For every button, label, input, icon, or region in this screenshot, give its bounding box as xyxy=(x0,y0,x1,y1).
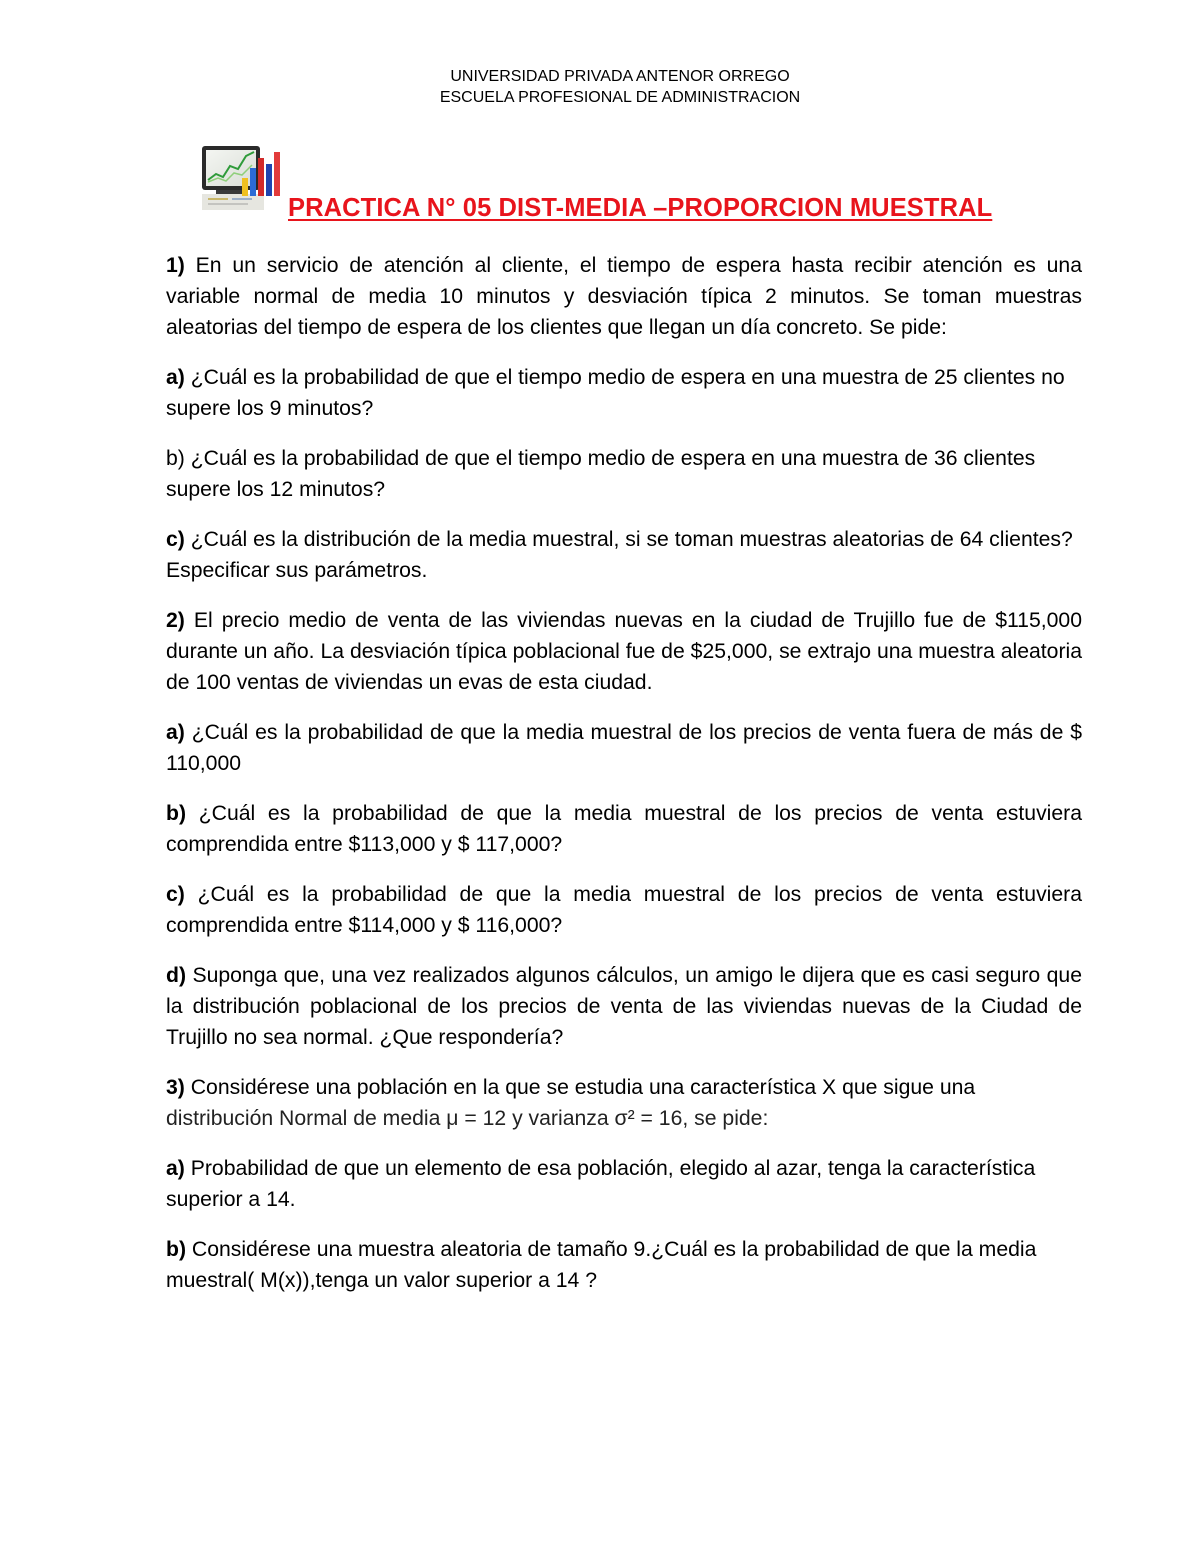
problem-1-part-a xyxy=(166,362,1082,424)
document-body xyxy=(166,250,1082,1315)
part-text: ¿Cuál es la distribución de la media muestral, si se toman muestras aleatorias de 64 clientes? Especificar sus parámetros. xyxy=(166,528,1073,582)
part-text: ¿Cuál es la probabilidad de que el tiempo medio de espera en una muestra de 25 clientes no supere los 9 minutos? xyxy=(166,366,1065,420)
chart-monitor-icon xyxy=(196,138,288,218)
problem-3-part-b xyxy=(166,1234,1082,1296)
part-label: a) xyxy=(166,366,185,389)
part-label: c) xyxy=(166,528,185,551)
problem-2-part-c xyxy=(166,879,1082,941)
part-text: ¿Cuál es la probabilidad de que la media muestral de los precios de venta estuviera comprendida entre $113,000 y $ 117,000? xyxy=(166,802,1082,856)
part-label: b) xyxy=(166,1238,186,1261)
part-text: Probabilidad de que un elemento de esa población, elegido al azar, tenga la característica superior a 14. xyxy=(166,1157,1036,1211)
problem-text: En un servicio de atención al cliente, el tiempo de espera hasta recibir atención es una variable normal de media 10 minutos y desviación típica 2 minutos. Se toman muestras aleatorias del tiempo de espera de los clientes que llegan un día concreto. Se pide: xyxy=(166,254,1082,339)
part-label: d) xyxy=(166,964,186,987)
problem-text: El precio medio de venta de las viviendas nuevas en la ciudad de Trujillo fue de $115,000 durante un año. La desviación típica poblacional fue de $25,000, se extrajo una muestra aleatoria de 100 ventas de viviendas un evas de esta ciudad. xyxy=(166,609,1082,694)
problem-number: 2) xyxy=(166,609,185,632)
page-title: PRACTICA N° 05 DIST-MEDIA –PROPORCION MUESTRAL xyxy=(288,194,993,222)
problem-2-part-b xyxy=(166,798,1082,860)
problem-number: 3) xyxy=(166,1076,185,1099)
part-label: a) xyxy=(166,1157,185,1180)
problem-2-part-d xyxy=(166,960,1082,1053)
problem-1-statement xyxy=(166,250,1082,343)
part-label: b) xyxy=(166,447,185,470)
part-text: Suponga que, una vez realizados algunos cálculos, un amigo le dijera que es casi seguro que la distribución poblacional de los precios de venta de las viviendas nuevas de la Ciudad de Trujillo no sea normal. ¿Que respondería? xyxy=(166,964,1082,1049)
part-label: a) xyxy=(166,721,185,744)
part-label: b) xyxy=(166,802,186,825)
problem-text: Considérese una población en la que se estudia una característica X que sigue una xyxy=(184,1076,976,1099)
problem-2-statement xyxy=(166,605,1082,698)
problem-3-part-a xyxy=(166,1153,1082,1215)
university-name: UNIVERSIDAD PRIVADA ANTENOR ORREGO xyxy=(450,68,790,85)
document-header xyxy=(0,66,1200,108)
problem-text-continued: distribución Normal de media μ = 12 y varianza σ² = 16, se pide: xyxy=(166,1107,769,1130)
part-text: ¿Cuál es la probabilidad de que la media muestral de los precios de venta estuviera comprendida entre $114,000 y $ 116,000? xyxy=(166,883,1082,937)
part-text: ¿Cuál es la probabilidad de que la media muestral de los precios de venta fuera de más de $ 110,000 xyxy=(166,721,1082,775)
problem-3-statement xyxy=(166,1072,1082,1134)
part-text: ¿Cuál es la probabilidad de que el tiempo medio de espera en una muestra de 36 clientes supere los 12 minutos? xyxy=(166,447,1036,501)
problem-number: 1) xyxy=(166,254,185,277)
problem-1-part-c xyxy=(166,524,1082,586)
school-name: ESCUELA PROFESIONAL DE ADMINISTRACION xyxy=(439,89,801,106)
part-label: c) xyxy=(166,883,185,906)
part-text: Considérese una muestra aleatoria de tamaño 9.¿Cuál es la probabilidad de que la media muestral( M(x)),tenga un valor superior a 14 ? xyxy=(166,1238,1037,1292)
problem-2-part-a xyxy=(166,717,1082,779)
problem-1-part-b xyxy=(166,443,1082,505)
